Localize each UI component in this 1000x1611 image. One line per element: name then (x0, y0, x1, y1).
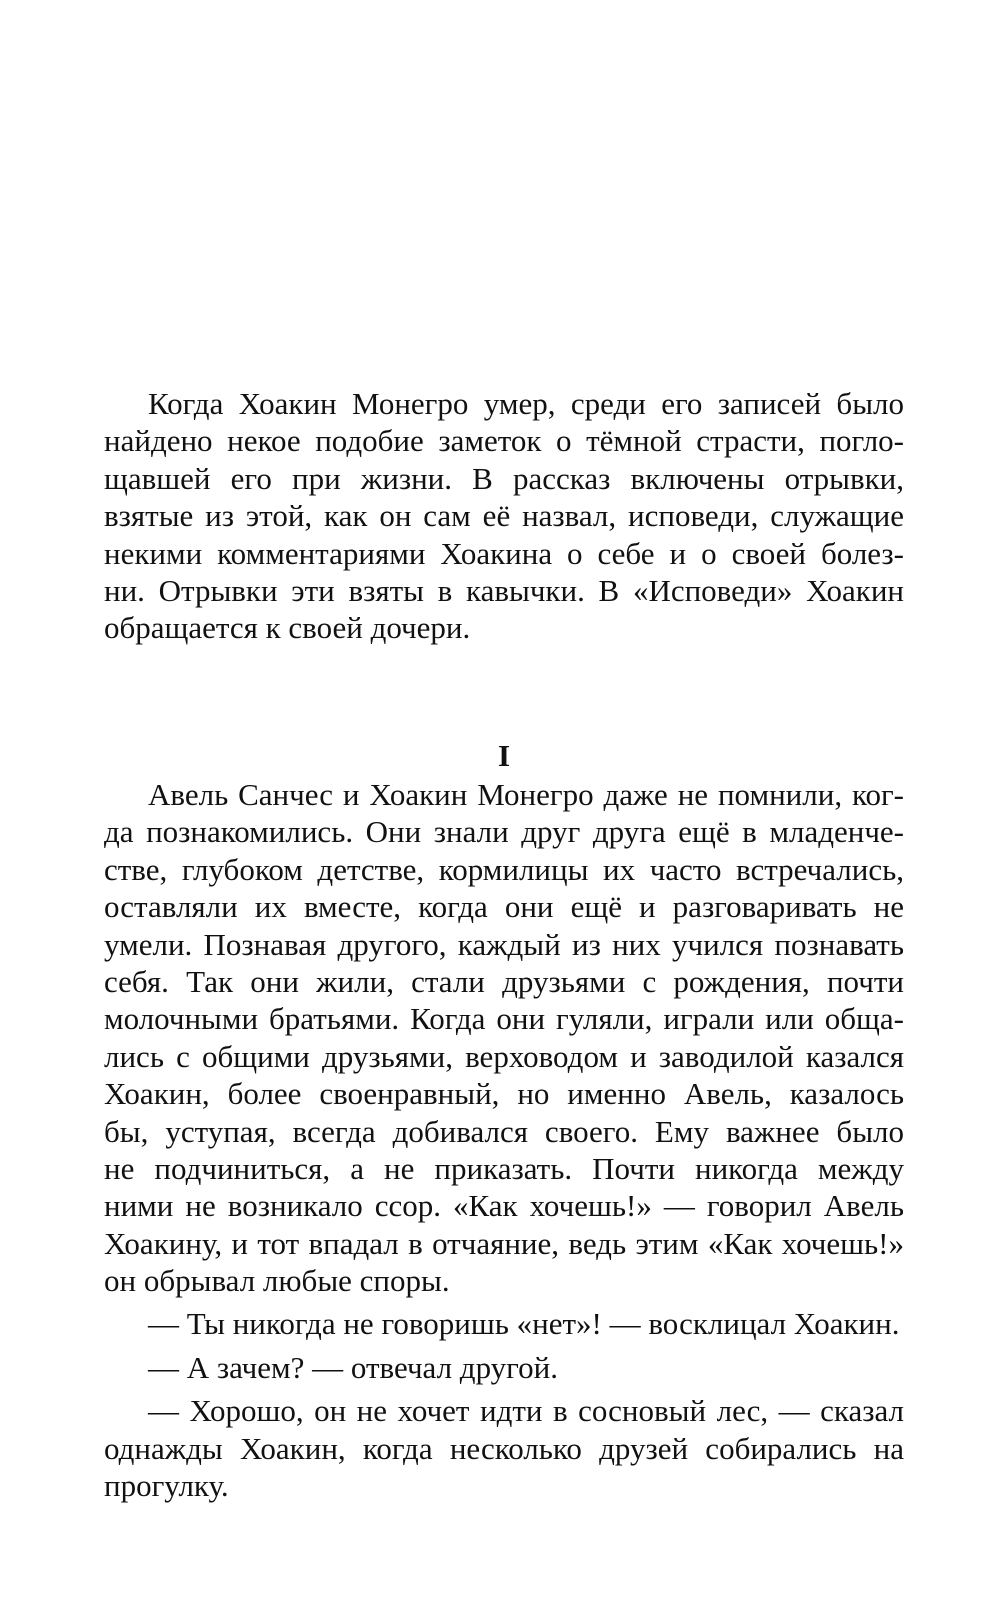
paragraph-line: стве, глубоком детстве, кормилицы их часто встречались, (104, 851, 904, 887)
paragraph-line: Авель Санчес и Хоакин Монегро даже не помнили, ког- (148, 777, 904, 812)
intro-paragraph (104, 385, 904, 647)
intro-line: обращается к своей дочери. (104, 610, 471, 646)
paragraph-line: себя. Так они жили, стали друзьями с рождения, почти (104, 963, 904, 999)
paragraph-line: однажды Хоакин, когда несколько друзей собирались на (104, 1430, 904, 1466)
paragraph-line: да познакомились. Они знали друг друга ещё в младенче- (104, 814, 904, 850)
paragraph-line: оставляли их вместе, когда они ещё и разговаривать не (104, 889, 904, 925)
paragraph-line: бы, уступая, всегда добивался своего. Ему важнее было (104, 1113, 904, 1149)
paragraph-line: — Хорошо, он не хочет идти в сосновый лес, — сказал (148, 1393, 904, 1429)
dialogue-line: — Ты никогда не говоришь «нет»! — восклицал Хоакин. (148, 1306, 900, 1342)
intro-line: щавшей его при жизни. В рассказ включены отрывки, (104, 460, 904, 496)
chapter-section (104, 737, 904, 1504)
paragraph-line: он обрывал любые споры. (104, 1263, 450, 1299)
paragraph-line: умели. Познавая другого, каждый из них учился познавать (104, 926, 904, 962)
paragraph-line: ними не возникало ссор. «Как хочешь!» — говорил Авель (104, 1188, 904, 1224)
dialogue-line: — А зачем? — отвечал другой. (148, 1349, 558, 1385)
chapter-paragraph-1 (104, 776, 904, 1299)
chapter-heading: I (497, 738, 511, 773)
intro-line: взятые из этой, как он сам её назвал, исповеди, служащие (104, 498, 904, 534)
paragraph-line: не подчиниться, а не приказать. Почти никогда между (104, 1150, 904, 1186)
paragraph-line: Хоакину, и тот впадал в отчаяние, ведь этим «Как хочешь!» (104, 1225, 904, 1261)
chapter-paragraph-2 (104, 1392, 904, 1504)
intro-line: найдено некое подобие заметок о тёмной страсти, погло- (104, 423, 904, 459)
paragraph-line: лись с общими друзьями, верховодом и заводилой казался (104, 1038, 904, 1074)
intro-line: ни. Отрывки эти взяты в кавычки. В «Исповеди» Хоакин (104, 572, 904, 608)
intro-line: Когда Хоакин Монегро умер, среди его записей было (148, 386, 904, 421)
paragraph-line: молочными братьями. Когда они гуляли, играли или обща- (104, 1001, 904, 1037)
paragraph-line: Хоакин, более своенравный, но именно Авель, казалось (104, 1076, 904, 1112)
paragraph-line: прогулку. (104, 1468, 229, 1504)
intro-line: некими комментариями Хоакина о себе и о своей болез- (104, 535, 904, 571)
